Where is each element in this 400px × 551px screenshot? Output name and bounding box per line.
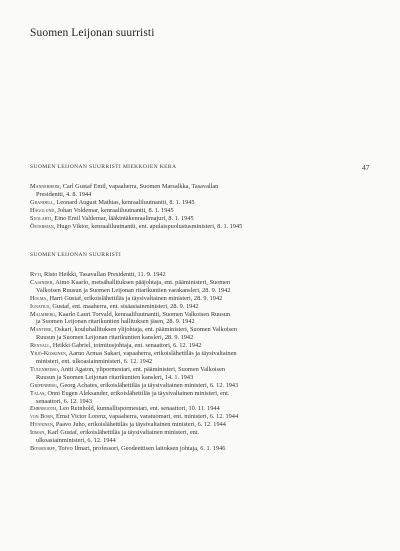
entry-details: Georg Achates, erikoislähettiläs ja täysivaltainen ministeri, 6. 12. 1943 xyxy=(58,381,239,389)
entry-details: Hugo Viktor, kenraaliluutnantti, ent. apulaispuolustusministeri, 8. 1. 1945 xyxy=(55,222,243,230)
entry-surname: Ignatius, xyxy=(30,302,51,310)
list-item xyxy=(30,207,375,215)
entry-details: Aimo Kaarlo, metsähallituksen pääjohtaja, ent. pääministeri, Suomen Valkoisen Ruusun ja Suomen Leijonan ritarikuntien varakansleri, 28. 9. 1942 xyxy=(36,278,231,294)
list-item xyxy=(30,215,375,223)
list-item xyxy=(30,342,375,350)
list-item xyxy=(30,223,375,231)
entry-surname: Hynninen, xyxy=(30,421,55,429)
list-item xyxy=(30,326,375,342)
list-item xyxy=(30,295,375,303)
entry-surname: Idman, xyxy=(30,429,46,437)
entry-details: Oskari, kouluhallituksen ylijohtaja, ent. pääministeri, Suomen Valkoisen Ruusun ja Suomen Leijonan ritarikuntien kansleri, 28. 9. 1942 xyxy=(36,326,237,342)
entry-details: Eino Emil Valdemar, lääkintäkenraalimajuri, 8. 1. 1945 xyxy=(52,214,194,222)
page-number: 47 xyxy=(362,163,370,172)
entry-surname: Cajander, xyxy=(30,278,54,286)
entry-details: Paavo Juho, erikoislähettiläs ja täysivaltainen ministeri, 6. 12. 1944 xyxy=(54,421,226,429)
entry-surname: Ryti, xyxy=(30,271,43,278)
entry-surname: Malmberg, xyxy=(30,310,57,318)
entry-details: Antti Agaton, ylipormestari, ent. pääministeri, Suomen Valkoisen Ruusun ja Suomen Leijonan ritarikuntien kansleri, 14. 1. 1943 xyxy=(36,365,226,381)
entry-surname: Renvall, xyxy=(30,342,52,350)
entry-surname: Talas, xyxy=(30,389,46,397)
list-item xyxy=(30,445,375,453)
entry-details: Carl Gustaf Emil, vapaaherra, Suomen Marsalkka, Tasavallan Presidentti, 4. 8. 1944 xyxy=(36,183,219,198)
list-item xyxy=(30,382,375,390)
section-heading: SUOMEN LEIJONAN SUURRISTI MIEKKOJEN KERA xyxy=(30,164,177,170)
entry-details: Onni Eugen Aleksander, erikoislähettiläs ja täysivaltainen ministeri, ent. senaattori, 6. 12. 1943 xyxy=(36,389,230,405)
list-item xyxy=(30,429,375,445)
entry-details: Toivo Ilmari, professori, Geodeettisen laitoksen johtaja, 6. 1. 1946 xyxy=(56,444,226,452)
list-item xyxy=(30,350,375,366)
list-item xyxy=(30,421,375,429)
section-grand-cross-with-swords xyxy=(30,164,375,230)
entry-details: Johan Voldemar, kenraaliluutnantti, 8. 1. 1945 xyxy=(55,206,174,214)
list-item xyxy=(30,390,375,406)
list-item xyxy=(30,366,375,382)
section-grand-cross xyxy=(30,252,375,453)
entry-surname: Yrjö-Koskinen, xyxy=(30,350,68,358)
list-item xyxy=(30,271,375,279)
entry-surname: Mannerheim, xyxy=(30,183,62,190)
entry-details: Leo Reinhold, kunnallispormestari, ent. senaattori, 10. 11. 1944 xyxy=(57,405,220,413)
entry-details: Aarno Armas Sakari, vapaaherra, erikoislähettiläs ja täysivaltainen ministeri, ent. ulkoasiainministeri, 6. 12. 1942 xyxy=(36,350,237,365)
entry-surname: Grandell, xyxy=(30,198,55,206)
entry-details: Ernst Victor Lorenz, vapaaherra, varatuomari, ent. ministeri, 6. 12. 1944 xyxy=(54,413,239,421)
entry-list xyxy=(30,271,375,453)
entry-details: Gustaf, ent. maaherra, ent. sisäasiainministeri, 28. 9. 1942 xyxy=(50,302,199,310)
entry-surname: Hägglund, xyxy=(30,206,56,214)
list-item xyxy=(30,199,375,207)
chapter-title: Suomen Leijonan suurristi xyxy=(30,27,155,39)
entry-surname: Holma, xyxy=(30,294,48,302)
list-item xyxy=(30,413,375,421)
entry-details: Karl Gustaf, erikoislähettiläs ja täysivaltainen ministeri, ent. ulkoasiainministeri, 6. 12. 1944 xyxy=(36,429,200,445)
entry-details: Leonard August Mathias, kenraaliluutnantti, 8. 1. 1945 xyxy=(54,198,195,206)
entry-surname: Gripenberg, xyxy=(30,381,59,389)
entry-details: Harri Gustaf, erikoislähettiläs ja täysivaltainen ministeri, 28. 9. 1942 xyxy=(47,294,223,302)
entry-details: Risto Heikki, Tasavallan Presidentti, 11. 9. 1942 xyxy=(42,271,166,278)
entry-surname: Suolahti, xyxy=(30,214,53,222)
entry-list xyxy=(30,183,375,230)
list-item xyxy=(30,303,375,311)
list-item xyxy=(30,183,375,199)
entry-surname: Ehrnrooth, xyxy=(30,405,58,413)
entry-surname: Bonsdorff, xyxy=(30,444,57,452)
entry-surname: Tulenheimo, xyxy=(30,365,60,373)
entry-details: Kaarlo Lauri Torvald, kenraaliluutnantti, Suomen Valkoisen Ruusun ja Suomen Leijonan ritarikuntien hallituksen jäsen, 28. 9. 1942 xyxy=(36,310,231,326)
entry-surname: Mantere, xyxy=(30,326,53,334)
entry-surname: Österman, xyxy=(30,222,56,230)
list-item xyxy=(30,405,375,413)
entry-surname: von Born, xyxy=(30,413,55,421)
list-item xyxy=(30,279,375,295)
section-heading: SUOMEN LEIJONAN SUURRISTI xyxy=(30,252,122,258)
entry-details: Heikki Gabriel, toimitusjohtaja, ent. senaattori, 6. 12. 1942 xyxy=(51,342,202,350)
list-item xyxy=(30,311,375,327)
